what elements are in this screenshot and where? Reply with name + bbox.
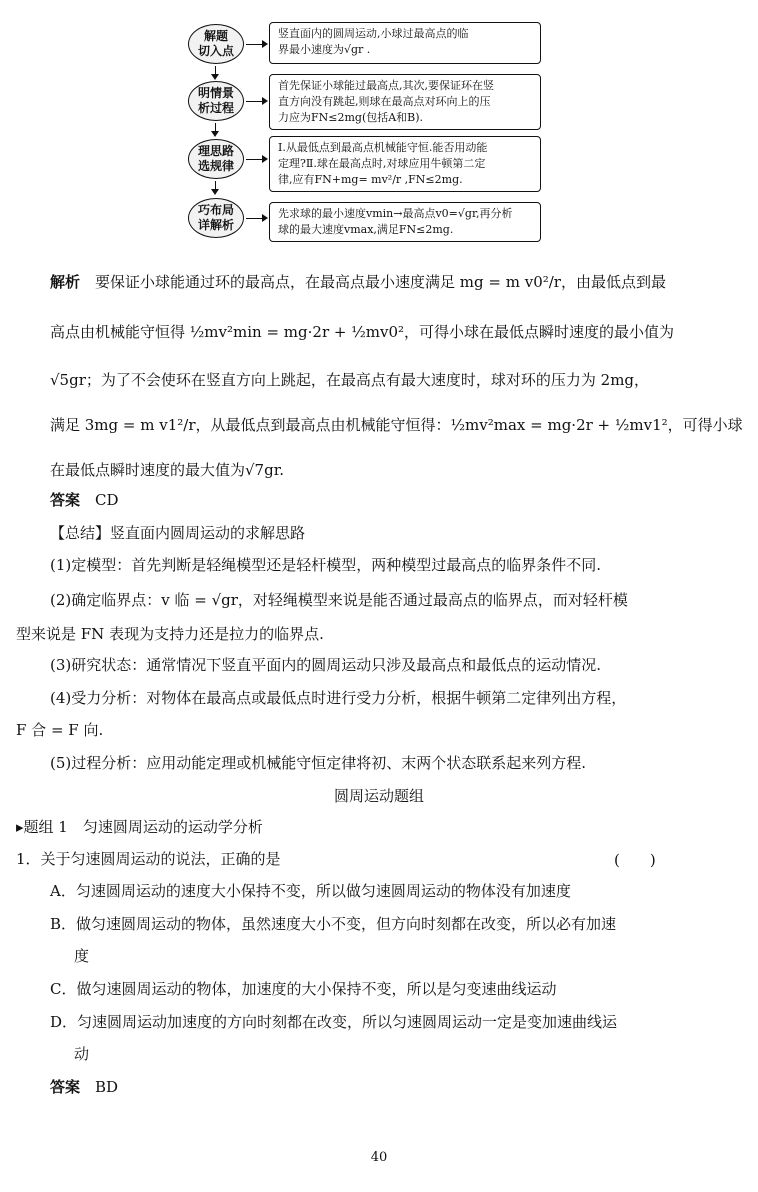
option-d: D．匀速圆周运动加速度的方向时刻都在改变，所以匀速圆周运动一定是变加速曲线运 [50,1013,618,1031]
flow-down-arrow-2 [215,123,216,135]
section-title: 圆周运动题组 [333,787,424,805]
analysis-line-5: 在最低点瞬时速度的最大值为√7gr. [50,461,284,479]
analysis-line-4: 满足 3mg = m v1²/r，从最低点到最高点由机械能守恒得：½mv²max = mg·2r + ½mv1²，可得小球 [50,416,743,434]
analysis-label: 解析 [50,273,81,291]
summary-item-2-cont: 型来说是 FN 表现为支持力还是拉力的临界点. [16,625,324,643]
option-c: C．做匀速圆周运动的物体，加速度的大小保持不变，所以是匀变速曲线运动 [50,980,557,998]
flow-arrow-4 [246,218,266,219]
summary-title: 【总结】竖直面内圆周运动的求解思路 [50,524,306,542]
summary-item-2: (2)确定临界点：v 临 = √gr，对轻绳模型来说是能否通过最高点的临界点，而对轻杆模 [50,591,628,609]
answer-2 [50,1077,690,1097]
summary-item-4: (4)受力分析：对物体在最高点或最低点时进行受力分析，根据牛顿第二定律列出方程， [50,689,627,707]
summary-item-4-cont: F 合 = F 向. [16,721,104,739]
answer-2-label: 答案 [50,1078,81,1096]
option-b: B．做匀速圆周运动的物体，虽然速度大小不变，但方向时刻都在改变，所以必有加速 [50,915,617,933]
flowchart [182,18,547,244]
flow-step-2-text: 首先保证小球能过最高点,其次,要保证环在竖 直方向没有跳起,则球在最高点对环向上的压 力应为FN≤2mg(包括A和B). [269,74,541,130]
analysis-line-2: 高点由机械能守恒得 ½mv²min = mg·2r + ½mv0²，可得小球在最低点瞬时速度的最小值为 [50,323,675,341]
question-stem: 1．关于匀速圆周运动的说法，正确的是 [16,850,281,868]
summary-item-1: (1)定模型：首先判断是轻绳模型还是轻杆模型，两种模型过最高点的临界条件不同. [50,556,602,574]
analysis-line-1 [50,272,690,292]
group-title: ▸题组 1 匀速圆周运动的运动学分析 [16,818,263,836]
flow-step-3-text: Ⅰ.从最低点到最高点机械能守恒.能否用动能 定理?Ⅱ.球在最高点时,对球应用牛顿第二定 律,应有FN+mg= mv²/r ,FN≤2mg. [269,136,541,192]
flow-step-1-label: 解题 切入点 [188,24,244,64]
page-number: 40 [370,1150,388,1165]
option-b-cont: 度 [74,947,90,965]
flow-arrow-1 [246,44,266,45]
answer-1-label: 答案 [50,491,81,509]
flow-step-3-label: 理思路 选规律 [188,139,244,179]
answer-1 [50,490,690,510]
option-d-cont: 动 [74,1045,90,1063]
summary-item-3: (3)研究状态：通常情况下竖直平面内的圆周运动只涉及最高点和最低点的运动情况. [50,656,602,674]
flow-step-2-label: 明情景 析过程 [188,81,244,121]
flow-down-arrow-3 [215,181,216,193]
flow-step-1-text: 竖直面内的圆周运动,小球过最高点的临 界最小速度为√gr . [269,22,541,64]
answer-2-value: BD [95,1078,119,1096]
analysis-text-1: 要保证小球能通过环的最高点，在最高点最小速度满足 mg = m v0²/r，由最低点到最 [95,273,666,291]
option-a: A．匀速圆周运动的速度大小保持不变，所以做匀速圆周运动的物体没有加速度 [50,882,571,900]
analysis-line-3: √5gr；为了不会使环在竖直方向上跳起，在最高点有最大速度时，球对环的压力为 2mg， [50,371,650,389]
summary-item-5: (5)过程分析：应用动能定理或机械能守恒定律将初、末两个状态联系起来列方程. [50,754,587,772]
flow-arrow-2 [246,101,266,102]
flow-step-4-label: 巧布局 详解析 [188,198,244,238]
question-answer-paren: ( ) [614,851,656,869]
answer-1-value: CD [95,491,119,509]
flow-down-arrow-1 [215,66,216,78]
flow-step-4-text: 先求球的最小速度vmin→最高点v0=√gr,再分析 球的最大速度vmax,满足FN≤2mg. [269,202,541,242]
flow-arrow-3 [246,159,266,160]
